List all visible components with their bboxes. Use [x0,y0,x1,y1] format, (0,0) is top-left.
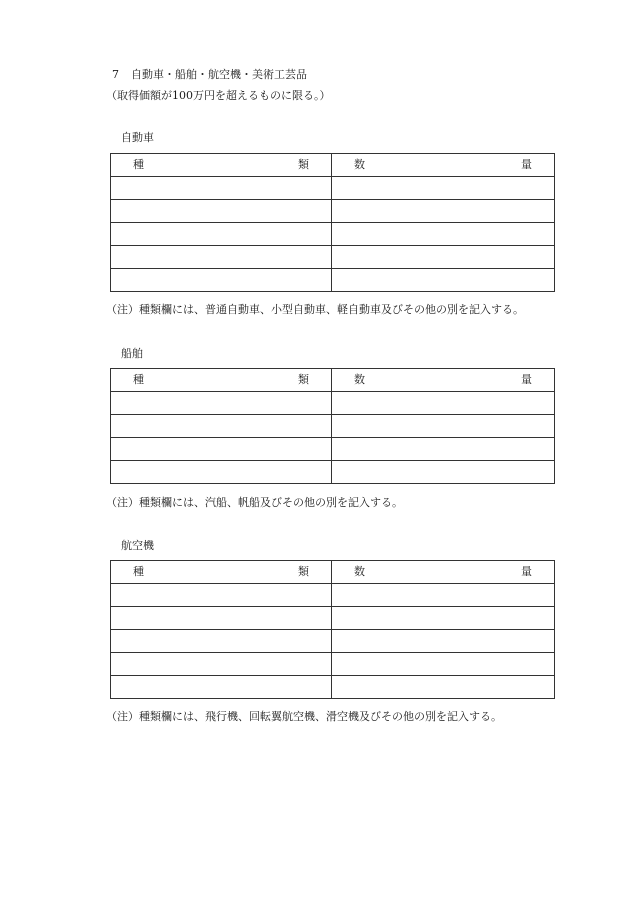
header-kind [111,154,332,177]
header-quantity-char1: 数 [354,158,365,171]
kind-cell[interactable] [111,200,332,223]
table-note-automobile: （注）種類欄には、普通自動車、小型自動車、軽自動車及びその他の別を記入する。 [106,303,524,316]
quantity-cell[interactable] [332,177,555,200]
header-quantity [332,561,555,584]
header-quantity [332,369,555,392]
section-title: 自動車・船舶・航空機・美術工芸品 [131,68,307,81]
automobile-table [110,153,555,292]
table-row [111,607,555,630]
quantity-cell[interactable] [332,415,555,438]
kind-cell[interactable] [111,653,332,676]
ship-table [110,368,555,484]
kind-cell[interactable] [111,415,332,438]
table-row [111,200,555,223]
table-row [111,392,555,415]
table-note-ship: （注）種類欄には、汽船、帆船及びその他の別を記入する。 [106,496,403,509]
quantity-cell[interactable] [332,676,555,699]
kind-cell[interactable] [111,246,332,269]
table-row [111,415,555,438]
kind-cell[interactable] [111,630,332,653]
quantity-cell[interactable] [332,584,555,607]
table-row [111,653,555,676]
aircraft-table [110,560,555,699]
header-kind [111,561,332,584]
quantity-cell[interactable] [332,438,555,461]
section-subtitle: （取得価額が100万円を超えるものに限る。） [106,89,331,102]
header-kind-char1: 種 [133,565,144,578]
quantity-cell[interactable] [332,246,555,269]
header-kind-char2: 類 [298,158,309,171]
kind-cell[interactable] [111,392,332,415]
table-header-row [111,561,555,584]
kind-cell[interactable] [111,269,332,292]
header-kind [111,369,332,392]
table-heading-ship: 船舶 [121,347,143,360]
header-kind-char1: 種 [133,373,144,386]
header-quantity-char2: 量 [521,565,532,578]
table-row [111,223,555,246]
header-kind-char2: 類 [298,373,309,386]
kind-cell[interactable] [111,461,332,484]
quantity-cell[interactable] [332,461,555,484]
kind-cell[interactable] [111,607,332,630]
table-row [111,676,555,699]
header-kind-char2: 類 [298,565,309,578]
quantity-cell[interactable] [332,630,555,653]
header-quantity-char1: 数 [354,373,365,386]
table-row [111,269,555,292]
quantity-cell[interactable] [332,200,555,223]
header-kind-char1: 種 [133,158,144,171]
table-row [111,177,555,200]
header-quantity-char2: 量 [521,373,532,386]
table-row [111,246,555,269]
table-header-row [111,154,555,177]
quantity-cell[interactable] [332,269,555,292]
header-quantity-char1: 数 [354,565,365,578]
header-quantity [332,154,555,177]
table-row [111,584,555,607]
quantity-cell[interactable] [332,223,555,246]
kind-cell[interactable] [111,584,332,607]
table-row [111,461,555,484]
quantity-cell[interactable] [332,392,555,415]
table-row [111,438,555,461]
kind-cell[interactable] [111,177,332,200]
table-row [111,630,555,653]
kind-cell[interactable] [111,223,332,246]
table-heading-automobile: 自動車 [121,131,154,144]
table-heading-aircraft: 航空機 [121,539,154,552]
kind-cell[interactable] [111,676,332,699]
section-number: 7 [112,68,119,81]
table-header-row [111,369,555,392]
table-note-aircraft: （注）種類欄には、飛行機、回転翼航空機、滑空機及びその他の別を記入する。 [106,710,502,723]
header-quantity-char2: 量 [521,158,532,171]
quantity-cell[interactable] [332,653,555,676]
kind-cell[interactable] [111,438,332,461]
quantity-cell[interactable] [332,607,555,630]
